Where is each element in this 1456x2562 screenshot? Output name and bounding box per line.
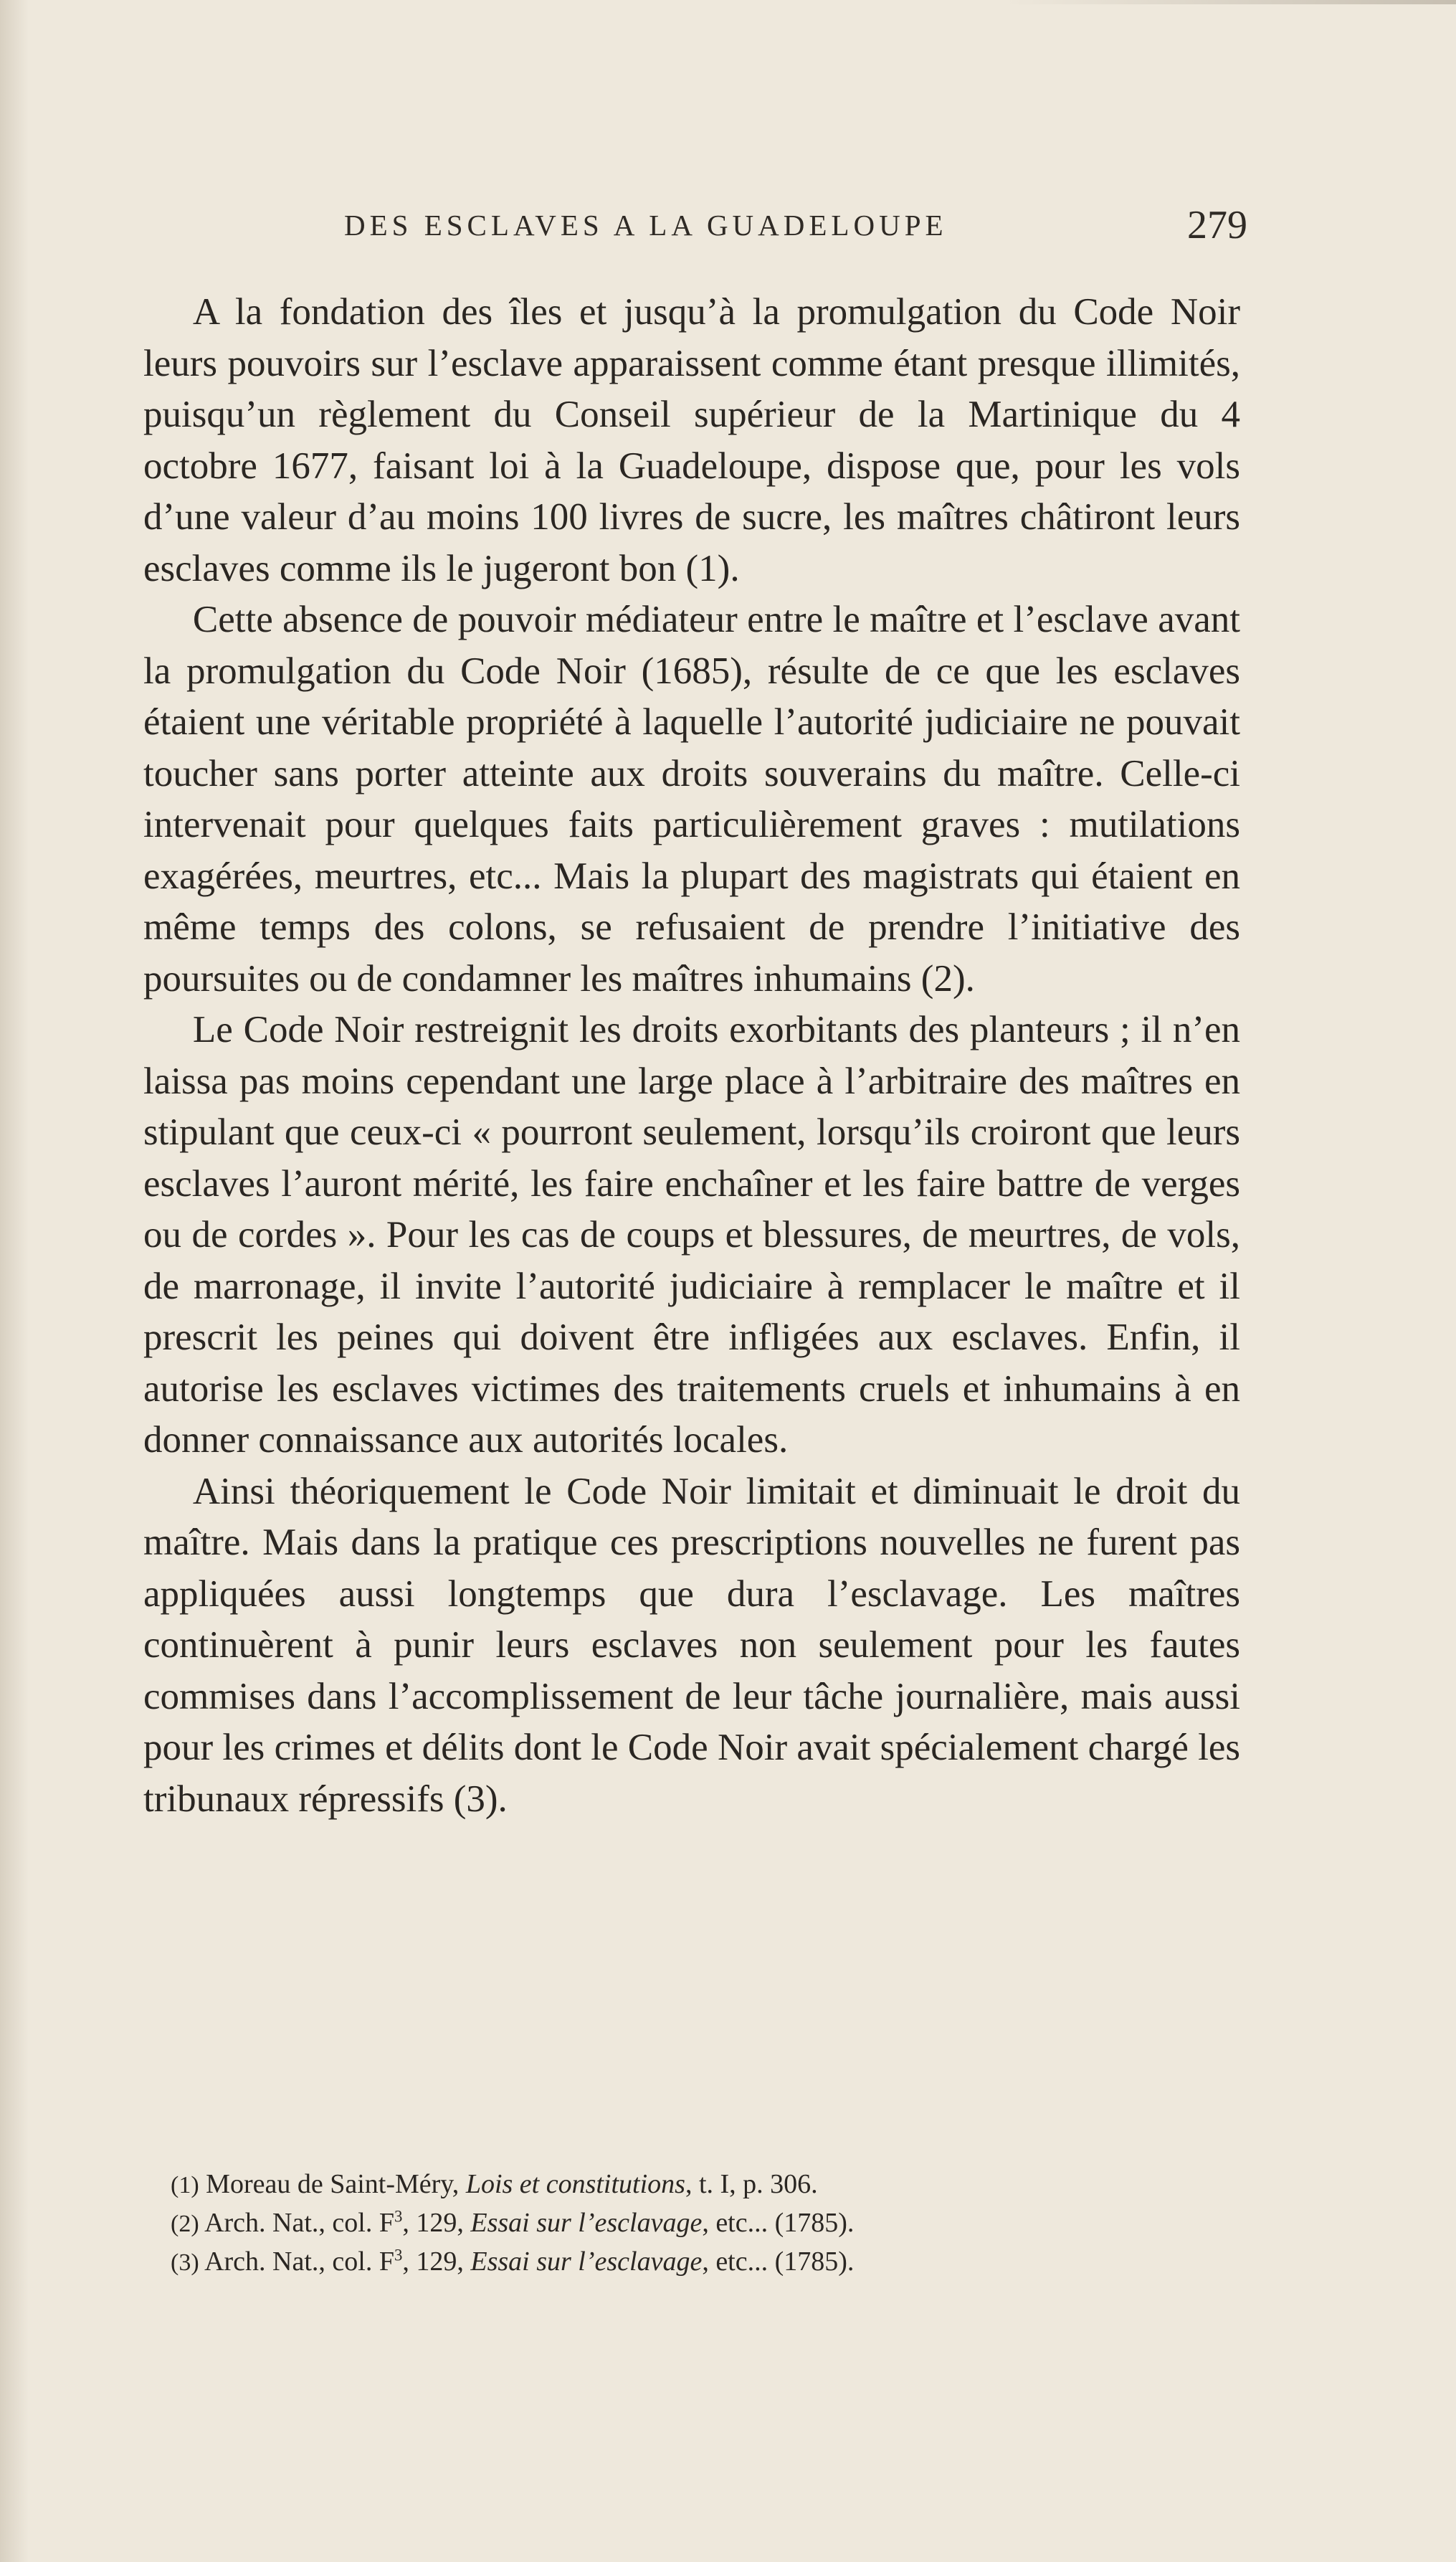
footnote-series: 3 bbox=[394, 2246, 403, 2264]
body-text bbox=[143, 287, 1240, 1825]
running-title: DES ESCLAVES A LA GUADELOUPE bbox=[344, 209, 948, 242]
footnotes bbox=[171, 2165, 1240, 2282]
page-header bbox=[337, 202, 1247, 252]
footnote-title: Essai sur l’esclavage bbox=[470, 2208, 703, 2238]
footnote-rest: , etc... (1785). bbox=[702, 2247, 855, 2277]
page-gutter-shadow bbox=[0, 0, 29, 2562]
paragraph-2: Cette absence de pouvoir médiateur entre le maître et l’esclave avant la promulgation du Code Noir (1685), résulte de ce que les esclaves étaient une véritable propriété à laquelle l’autorité judiciaire ne pouvait toucher sans porter atteinte aux droits souverains du maître. Celle-ci intervenait pour quelques faits particulièrement graves : mutilations exagérées, meurtres, etc... Mais la plupart des magistrats qui étaient en même temps des colons, se refusaient de prendre l’initiative des poursuites ou de condamner les maîtres inhumains (2). bbox=[143, 599, 1240, 1000]
footnote-mid: , 129, bbox=[402, 2208, 464, 2238]
footnote-author: Arch. Nat., col. F bbox=[204, 2208, 394, 2238]
footnote-title: Lois et constitutions bbox=[465, 2169, 685, 2199]
footnote-mid: , 129, bbox=[402, 2247, 464, 2277]
page-top-edge bbox=[1004, 0, 1456, 4]
page-number: 279 bbox=[1187, 203, 1247, 247]
footnote-number: (2) bbox=[171, 2211, 199, 2237]
paragraph-4: Ainsi théoriquement le Code Noir limitait et diminuait le droit du maître. Mais dans la pratique ces prescriptions nouvelles ne furent pas appliquées aussi longtemps que dura l’esclavage. Les maîtres continuèrent à punir leurs esclaves non seulement pour les fautes commises dans l’accomplissement de leur tâche journalière, mais aussi pour les crimes et délits dont le Code Noir avait spécialement chargé les tribunaux répressifs (3). bbox=[143, 1470, 1240, 1820]
footnote-2 bbox=[171, 2204, 1240, 2243]
footnote-author: Moreau de Saint-Méry, bbox=[206, 2169, 460, 2199]
footnote-number: (1) bbox=[171, 2172, 199, 2198]
paragraph-1: A la fondation des îles et jusqu’à la promulgation du Code Noir leurs pouvoirs sur l’esclave apparaissent comme étant presque illimités, puisqu’un règlement du Conseil supérieur de la Martinique du 4 octobre 1677, faisant loi à la Guadeloupe, dispose que, pour les vols d’une valeur d’au moins 100 livres de sucre, les maîtres châtiront leurs esclaves comme ils le jugeront bon (1). bbox=[143, 291, 1240, 589]
footnote-rest: , etc... (1785). bbox=[702, 2208, 855, 2238]
paragraph-3: Le Code Noir restreignit les droits exorbitants des planteurs ; il n’en laissa pas moins cependant une large place à l’arbitraire des maîtres en stipulant que ceux-ci « pourront seulement, lorsqu’ils croiront que leurs esclaves l’auront mérité, les faire enchaîner et les faire battre de verges ou de cordes ». Pour les cas de coups et blessures, de meurtres, de vols, de marronage, il invite l’autorité judiciaire à remplacer le maître et il prescrit les peines qui doivent être infligées aux esclaves. Enfin, il autorise les esclaves victimes des traitements cruels et inhumains à en donner connaissance aux autorités locales. bbox=[143, 1009, 1240, 1461]
footnote-series: 3 bbox=[394, 2207, 403, 2226]
footnote-title: Essai sur l’esclavage bbox=[470, 2247, 703, 2277]
footnote-1 bbox=[171, 2165, 1240, 2204]
footnote-rest: , t. I, p. 306. bbox=[685, 2169, 818, 2199]
footnote-number: (3) bbox=[171, 2249, 199, 2276]
footnote-author: Arch. Nat., col. F bbox=[204, 2247, 394, 2277]
footnote-3 bbox=[171, 2243, 1240, 2282]
